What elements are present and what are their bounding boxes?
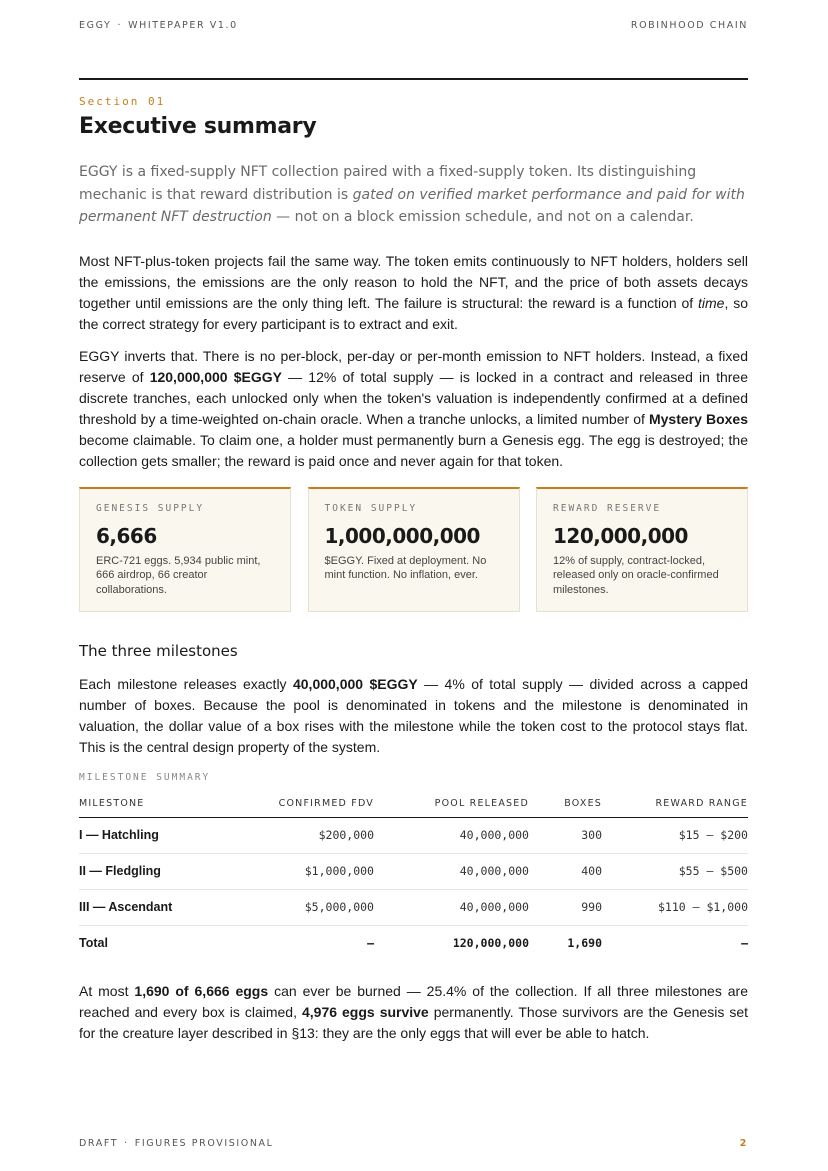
running-footer: [79, 1138, 748, 1149]
stat-card-description: ERC-721 eggs. 5,934 public mint, 666 airdrop, 66 creator collaborations.: [96, 554, 261, 596]
header-separator: ·: [117, 20, 123, 31]
table-caption: MILESTONE SUMMARY: [79, 771, 211, 783]
body-paragraph-4: [79, 981, 748, 1044]
cell-total-label: Total: [79, 936, 108, 951]
stat-card-label: GENESIS SUPPLY: [96, 502, 205, 514]
para1-text-1: Most NFT-plus-token projects fail the same way. The token emits continuously to NFT holders, holders sell the emissions, the emissions are the only reason to hold the NFT, and the price of both assets decays together until emissions are the only thing left. The failure is structural: the reward is a function of: [79, 252, 748, 311]
para4-text-1: At most: [79, 983, 135, 999]
cell-range: $55 – $500: [602, 853, 748, 889]
cell-pool: 40,000,000: [374, 817, 529, 853]
lede-emphasis: gated on verified market performance and paid for with permanent NFT destruction: [79, 186, 745, 225]
stat-card-value: 120,000,000: [553, 523, 688, 548]
body-paragraph-3: [79, 674, 748, 758]
para4-bold-2: 4,976 eggs survive: [301, 1004, 429, 1020]
para2-bold-1: 120,000,000 $EGGY: [149, 368, 282, 385]
cell-boxes: 300: [529, 817, 602, 853]
stat-cards: [79, 487, 748, 612]
cell-fdv: $1,000,000: [229, 853, 374, 889]
subsection-heading: The three milestones: [79, 641, 238, 660]
para4-text-2: can ever be burned — 25.4% of the collection. If all three milestones are reached and every box is claimed,: [79, 983, 748, 1020]
footer-note: FIGURES PROVISIONAL: [134, 1138, 274, 1149]
stat-card-reward-reserve: [536, 487, 748, 612]
header-doc-title: WHITEPAPER V1.0: [128, 20, 238, 31]
cell-milestone: III — Ascendant: [79, 889, 229, 925]
cell-range: $15 – $200: [602, 817, 748, 853]
para4-bold-1: 1,690 of 6,666 eggs: [134, 983, 269, 999]
header-right: ROBINHOOD CHAIN: [630, 20, 748, 31]
para3-text-1: Each milestone releases exactly: [79, 675, 293, 692]
para1-emphasis: time: [698, 294, 725, 311]
cell-fdv: $5,000,000: [229, 889, 374, 925]
cell-milestone: I — Hatchling: [79, 817, 229, 853]
header-left: [79, 20, 238, 31]
column-header-boxes: BOXES: [529, 790, 602, 818]
para2-text-3: become claimable. To claim one, a holder must permanently burn a Genesis egg. The egg is destroyed; the collection gets smaller; the reward is paid once and never again for that token.: [79, 431, 748, 469]
para3-text-2: — 4% of total supply — divided across a capped number of boxes. Because the pool is denominated in tokens and the milestone is denominated in valuation, the dollar value of a box rises with the milestone while the token cost to the protocol stays flat. This is the central design property of the system.: [79, 675, 749, 755]
header-brand: EGGY: [79, 20, 112, 31]
running-header: [79, 20, 748, 31]
lede-text-2: — not on a block emission schedule, and not on a calendar.: [271, 209, 694, 225]
column-header-range: REWARD RANGE: [602, 790, 748, 818]
stat-card-description: 12% of supply, contract-locked, released only on oracle-confirmed milestones.: [553, 554, 719, 596]
table-row: [79, 889, 748, 925]
section-eyebrow: Section 01: [79, 95, 166, 108]
cell-fdv: $200,000: [229, 817, 374, 853]
stat-card-value: 1,000,000,000: [324, 523, 480, 548]
para1-text-2: , so the correct strategy for every participant is to extract and exit.: [79, 294, 748, 332]
cell-boxes: 400: [529, 853, 602, 889]
table-total-row: [79, 925, 748, 961]
page-number: 2: [739, 1138, 748, 1149]
footer-left: [79, 1138, 274, 1149]
stat-card-label: TOKEN SUPPLY: [324, 502, 418, 514]
stat-card-label: REWARD RESERVE: [553, 502, 662, 514]
stat-card-description: $EGGY. Fixed at deployment. No mint function. No inflation, ever.: [324, 554, 487, 581]
para4-text-3: permanently. Those survivors are the Genesis set for the creature layer described in §13: they are the only eggs that will ever be able to hatch.: [79, 1004, 748, 1041]
cell-range: $110 – $1,000: [602, 889, 748, 925]
cell-milestone: II — Fledgling: [79, 853, 229, 889]
cell-total-pool: 120,000,000: [452, 936, 529, 951]
stat-card-value: 6,666: [96, 523, 157, 548]
cell-total-fdv: —: [367, 936, 374, 951]
body-paragraph-1: [79, 251, 748, 335]
lede-text-1: EGGY is a fixed-supply NFT collection paired with a fixed-supply token. Its distinguishing mechanic is that reward distribution is: [79, 164, 697, 203]
table-row: [79, 817, 748, 853]
para3-bold: 40,000,000 $EGGY: [292, 675, 418, 692]
cell-pool: 40,000,000: [374, 853, 529, 889]
table-row: [79, 853, 748, 889]
page-content: [79, 95, 748, 1044]
para2-text-1: EGGY inverts that. There is no per-block, per-day or per-month emission to NFT holders. Instead, a fixed reserve of: [79, 347, 748, 385]
cell-pool: 40,000,000: [374, 889, 529, 925]
lede-paragraph: [79, 161, 748, 229]
para2-text-2: — 12% of total supply — is locked in a contract and released in three discrete tranches, each unlocked only when the token's valuation is independently confirmed at a defined threshold by a time-weighted on-chain oracle. When a tranche unlocks, a limited number of: [79, 368, 748, 427]
column-header-milestone: MILESTONE: [79, 790, 229, 818]
table-header-row: [79, 790, 748, 818]
stat-card-token-supply: [308, 487, 520, 612]
body-paragraph-2: [79, 346, 748, 472]
cell-boxes: 990: [529, 889, 602, 925]
column-header-fdv: CONFIRMED FDV: [229, 790, 374, 818]
stat-card-genesis-supply: [79, 487, 291, 612]
footer-draft: DRAFT: [79, 1138, 119, 1149]
column-header-pool: POOL RELEASED: [374, 790, 529, 818]
header-rule: [79, 78, 748, 80]
footer-separator: ·: [124, 1138, 129, 1149]
section-title: Executive summary: [79, 114, 317, 139]
para2-bold-2: Mystery Boxes: [648, 410, 749, 427]
cell-total-boxes: 1,690: [567, 936, 602, 951]
cell-total-range: —: [741, 936, 748, 951]
milestone-table: [79, 790, 748, 962]
